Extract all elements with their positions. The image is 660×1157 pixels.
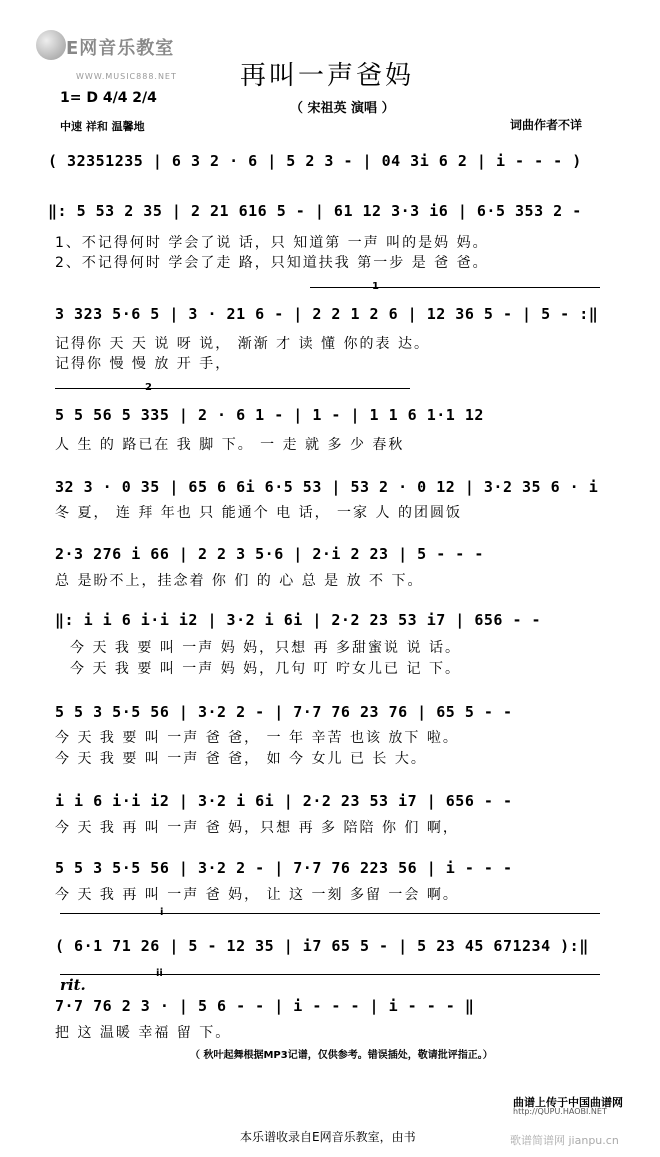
lyric-line: 今 天 我 要 叫 一声 爸 爸， 一 年 辛苦 也该 放下 啦。 [55, 730, 459, 746]
transcriber-note: （ 秋叶起舞根据MP3记谱，仅供参考。错误插处，敬请批评指正。） [190, 1050, 493, 1061]
lyric-line: 今 天 我 再 叫 一声 爸 妈，只想 再 多 陪陪 你 们 啊， [55, 820, 459, 836]
score-row: 3 323 5·6 5 | 3 · 21 6 - | 2 2 1 2 6 | 12 36 5 - | 5 - :‖ [55, 305, 599, 323]
key-signature: 1= D 4/4 2/4 [60, 90, 157, 106]
upload-credit: 曲谱上传于中国曲谱网 [513, 1096, 623, 1109]
lyric-line: 今 天 我 再 叫 一声 爸 妈， 让 这 一刻 多留 一会 啊。 [55, 887, 459, 903]
score-row: ( 32351235 | 6 3 2 · 6 | 5 2 3 - | 04 3i 6 2 | i - - - ) [48, 152, 582, 170]
volta-mark: ii [156, 968, 163, 979]
score-row: i i 6 i·i i2 | 3·2 i 6i | 2·2 23 53 i7 | 656 - - [55, 792, 513, 810]
lyric-line: 今 天 我 要 叫 一声 爸 爸， 如 今 女儿 已 长 大。 [55, 751, 427, 767]
logo-circle-icon [36, 30, 66, 60]
volta-line [55, 388, 410, 389]
score-row: ‖: i i 6 i·i i2 | 3·2 i 6i | 2·2 23 53 i7 | 656 - - [55, 611, 542, 629]
rit-marking: rit. [60, 976, 86, 994]
volta-mark: 1 [372, 281, 379, 292]
lyric-line: 把 这 温暖 幸福 留 下。 [55, 1025, 232, 1041]
score-row: 5 5 3 5·5 56 | 3·2 2 - | 7·7 76 23 76 | 65 5 - - [55, 703, 513, 721]
lyric-line: 冬 夏， 连 拜 年也 只 能通个 电 话， 一家 人 的团圆饭 [55, 505, 462, 521]
volta-line [60, 974, 600, 975]
score-row: 32 3 · 0 35 | 65 6 6i 6·5 53 | 53 2 · 0 12 | 3·2 35 6 · i [55, 478, 599, 496]
score-row: ‖: 5 53 2 35 | 2 21 616 5 - | 61 12 3·3 i6 | 6·5 353 2 - [48, 202, 582, 220]
score-row: 2·3 276 i 66 | 2 2 3 5·6 | 2·i 2 23 | 5 - - - [55, 545, 484, 563]
author-credit: 词曲作者不详 [510, 118, 583, 132]
upload-url[interactable]: http://QUPU.HAOBI.NET [513, 1107, 607, 1116]
song-title: 再叫一声爸妈 [240, 61, 415, 91]
source-credit: 本乐谱收录自E网音乐教室，由书 [240, 1130, 416, 1144]
score-row: 5 5 56 5 335 | 2 · 6 1 - | 1 - | 1 1 6 1·1 12 [55, 406, 484, 424]
score-row: 5 5 3 5·5 56 | 3·2 2 - | 7·7 76 223 56 | i - - - [55, 859, 513, 877]
lyric-line: 记得你 天 天 说 呀 说， 渐渐 才 读 懂 你的表 达。 [55, 336, 430, 352]
lyric-line: 2、不记得何时 学会了走 路，只知道扶我 第一步 是 爸 爸。 [55, 255, 489, 271]
volta-mark: 2 [145, 382, 152, 393]
volta-line [310, 287, 600, 288]
lyric-line: 人 生 的 路已在 我 脚 下。 一 走 就 多 少 春秋 [55, 437, 405, 453]
lyric-line: 1、不记得何时 学会了说 话，只 知道第 一声 叫的是妈 妈。 [55, 235, 489, 251]
volta-line [60, 913, 600, 914]
singer-credit: （ 宋祖英 演唱 ） [290, 101, 395, 116]
tempo-marking: 中速 祥和 温馨地 [60, 120, 145, 133]
volta-mark: i [160, 907, 164, 918]
logo-text: E网音乐教室 [66, 38, 175, 59]
score-row: 7·7 76 2 3 · | 5 6 - - | i - - - | i - - - ‖ [55, 997, 475, 1015]
score-row: ( 6·1 71 26 | 5 - 12 35 | i7 65 5 - | 5 23 45 671234 ):‖ [55, 937, 589, 955]
lyric-line: 今 天 我 要 叫 一声 妈 妈，几句 叮 咛女儿已 记 下。 [70, 661, 461, 677]
lyric-line: 总 是盼不上，挂念着 你 们 的 心 总 是 放 不 下。 [55, 573, 424, 589]
lyric-line: 记得你 慢 慢 放 开 手， [55, 356, 232, 372]
logo-url: WWW.MUSIC888.NET [76, 72, 177, 81]
watermark-site: 歌谱简谱网 jianpu.cn [510, 1134, 619, 1147]
lyric-line: 今 天 我 要 叫 一声 妈 妈，只想 再 多甜蜜说 说 话。 [70, 640, 461, 656]
